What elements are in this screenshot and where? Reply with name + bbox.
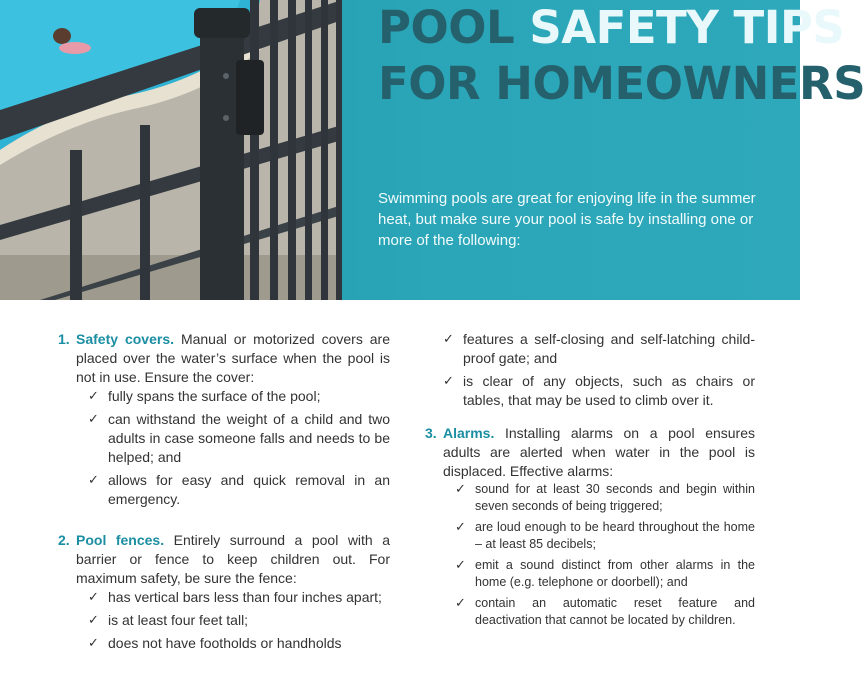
- section-pool-fences: [58, 531, 390, 657]
- check-icon: ✓: [88, 636, 99, 651]
- check-icon: ✓: [88, 590, 99, 605]
- section-number: 3.: [425, 425, 437, 441]
- section-lead: Manual or motorized covers are placed over the water’s surface when the pool is not in use. Ensure the cover:: [76, 331, 390, 385]
- checklist: [443, 330, 755, 410]
- section-lead: Entirely surround a pool with a barrier or fence to keep children out. For maximum safety, be sure the fence:: [76, 532, 391, 586]
- title-safety-tips: SAFETY TIPS: [529, 1, 845, 54]
- list-item: ✓ does not have footholds or handholds: [88, 635, 342, 651]
- check-icon: ✓: [455, 558, 466, 573]
- pool-fences-continued: [425, 330, 755, 410]
- checklist: [76, 588, 390, 653]
- list-item: ✓ emit a sound distinct from other alarms in the home (e.g. telephone or doorbell); and: [455, 558, 755, 589]
- list-item: ✓ sound for at least 30 seconds and begin within seven seconds of being triggered;: [455, 482, 755, 513]
- list-item: ✓ features a self-closing and self-latching child-proof gate; and: [443, 331, 755, 366]
- list-item: ✓ is at least four feet tall;: [88, 612, 249, 628]
- check-icon: ✓: [455, 596, 466, 611]
- hero-banner: [0, 0, 865, 300]
- check-icon: ✓: [455, 482, 466, 497]
- section-number: 1.: [58, 331, 70, 347]
- list-item: ✓ fully spans the surface of the pool;: [88, 388, 321, 404]
- left-column: [58, 330, 390, 675]
- section-heading: Safety covers.: [76, 331, 174, 347]
- check-icon: ✓: [88, 613, 99, 628]
- section-heading: Pool fences.: [76, 532, 165, 548]
- list-item: ✓ allows for easy and quick removal in an emergency.: [88, 472, 390, 507]
- check-icon: ✓: [88, 389, 99, 404]
- checklist: [76, 387, 390, 509]
- list-item: ✓ has vertical bars less than four inches apart;: [88, 589, 382, 605]
- section-lead: Installing alarms on a pool ensures adults are alerted when water in the pool is displaced. Effective alarms:: [443, 425, 755, 479]
- check-icon: ✓: [88, 473, 99, 488]
- section-heading: Alarms.: [443, 425, 495, 441]
- page-title: [378, 0, 865, 112]
- list-item: ✓ can withstand the weight of a child and two adults in case someone falls and needs to be helped; and: [88, 411, 390, 465]
- check-icon: ✓: [443, 332, 454, 347]
- list-item: ✓ contain an automatic reset feature and deactivation that cannot be located by children.: [455, 596, 755, 627]
- section-safety-covers: [58, 330, 390, 513]
- intro-text: Swimming pools are great for enjoying life in the summer heat, but make sure your pool is safe by installing one or more of the following:: [378, 190, 756, 249]
- right-column: [425, 330, 755, 651]
- section-alarms: [425, 424, 755, 633]
- section-number: 2.: [58, 532, 70, 548]
- checklist: [443, 481, 755, 629]
- list-item: ✓ is clear of any objects, such as chairs or tables, that may be used to climb over it.: [443, 373, 755, 408]
- title-pool: POOL: [378, 1, 515, 54]
- list-item: ✓ are loud enough to be heard throughout the home – at least 85 decibels;: [455, 520, 755, 551]
- title-for-homeowners: FOR HOMEOWNERS: [378, 57, 865, 110]
- check-icon: ✓: [88, 412, 99, 427]
- check-icon: ✓: [443, 374, 454, 389]
- pool-fence-photo: [0, 0, 342, 300]
- check-icon: ✓: [455, 520, 466, 535]
